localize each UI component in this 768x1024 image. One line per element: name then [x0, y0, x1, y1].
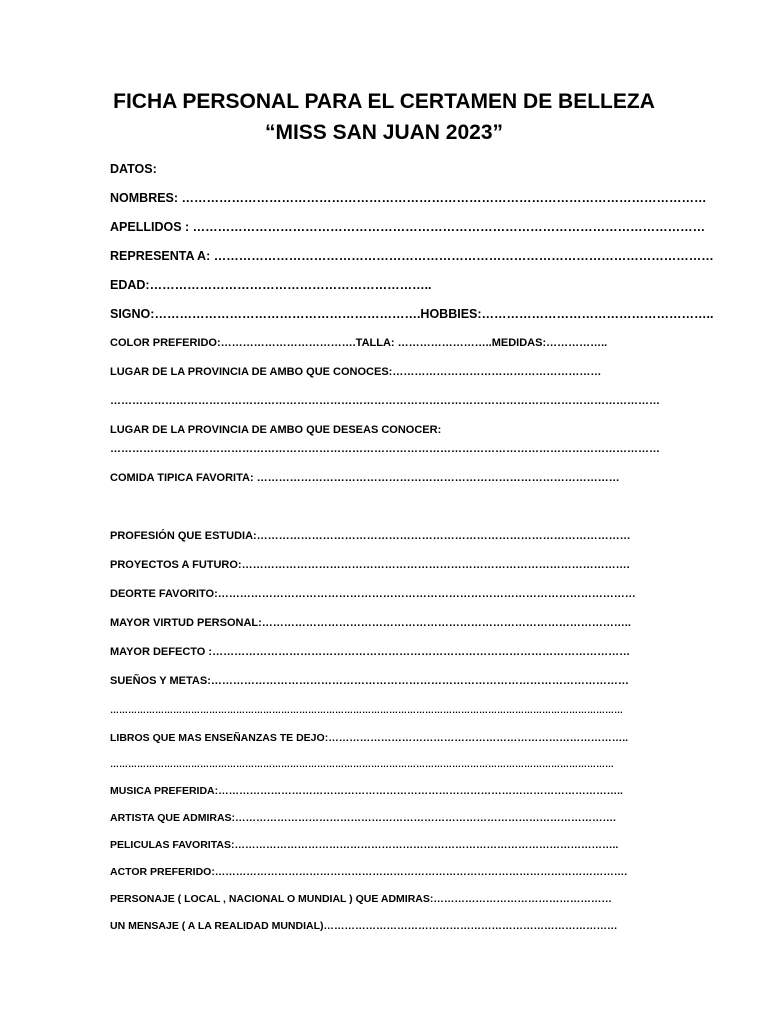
profesion-field: PROFESIÓN QUE ESTUDIA:………………………………………………………………………………………… [110, 530, 631, 542]
lugar-conocer-label: LUGAR DE LA PROVINCIA DE AMBO QUE DESEAS CONOCER: [110, 424, 442, 436]
page-title: FICHA PERSONAL PARA EL CERTAMEN DE BELLEZA [113, 90, 655, 113]
peliculas-field: PELICULAS FAVORITAS:……………………………………………………………………………………………….. [110, 839, 619, 851]
color-talla-medidas-field: COLOR PREFERIDO:……………………………….TALLA: ……………………..MEDIDAS:…………….. [110, 337, 608, 349]
comida-field: COMIDA TIPICA FAVORITA: ……………………………………………………………………………………… [110, 472, 620, 484]
libros-field: LIBROS QUE MAS ENSEÑANZAS TE DEJO:………………………………………………………………………….. [110, 732, 629, 744]
libros-continuation: …………………………………………………………………………………………………………………………………………………… [110, 759, 614, 769]
nombres-field: NOMBRES: ……………………………………………………………………………………………………………… [110, 191, 707, 205]
signo-hobbies-field: SIGNO:……………………………………………………….HOBBIES:……………………………………………….. [110, 307, 714, 321]
representa-field: REPRESENTA A: ………………………………………………………………………………………………………… [110, 249, 714, 263]
proyectos-field: PROYECTOS A FUTURO:……………………………………………………………………………………………. [110, 559, 630, 571]
actor-field: ACTOR PREFERIDO:………………………………………………………………………………………………………. [110, 866, 628, 878]
virtud-field: MAYOR VIRTUD PERSONAL:……………………………………………………………………………………….. [110, 617, 631, 629]
edad-field: EDAD:………………………………………………………….. [110, 278, 432, 292]
suenos-continuation: ……………………………………………………………………………………………………………………………………………………… [110, 705, 623, 715]
apellidos-field: APELLIDOS : …………………………………………………………………………………………………………… [110, 220, 706, 234]
page-subtitle: “MISS SAN JUAN 2023” [264, 121, 504, 144]
personaje-field: PERSONAJE ( LOCAL , NACIONAL O MUNDIAL ) QUE ADMIRAS:…………………………………………… [110, 893, 612, 905]
defecto-field: MAYOR DEFECTO :…………………………………………………………………………………………………… [110, 646, 631, 658]
artista-field: ARTISTA QUE ADMIRAS:………………………………………………………………………………………………. [110, 812, 616, 824]
lugar-conoces-field: LUGAR DE LA PROVINCIA DE AMBO QUE CONOCES:………………………………………………… [110, 366, 602, 378]
mensaje-field: UN MENSAJE ( A LA REALIDAD MUNDIAL)………………………………………………………………………… [110, 920, 618, 932]
section-datos-label: DATOS: [110, 162, 157, 176]
lugar-conocer-continuation: …………………………………………………………………………………………………………………………………… [110, 443, 660, 455]
suenos-field: SUEÑOS Y METAS:…………………………………………………………………………………………………… [110, 675, 629, 687]
musica-field: MUSICA PREFERIDA:…………………………………………………………………………………………………….. [110, 785, 623, 797]
deporte-field: DEORTE FAVORITO:…………………………………………………………………………………………………… [110, 588, 636, 600]
lugar-conoces-continuation: …………………………………………………………………………………………………………………………………… [110, 395, 660, 407]
